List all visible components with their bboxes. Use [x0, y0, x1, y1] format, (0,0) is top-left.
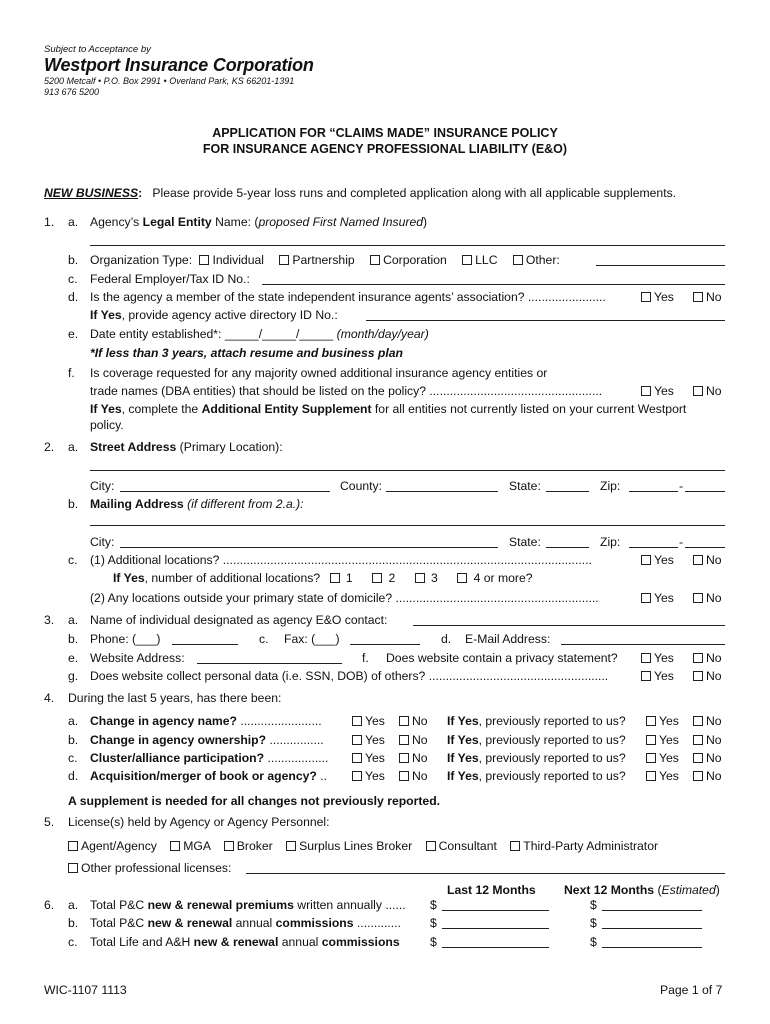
- dollar-sign: $: [430, 916, 437, 930]
- outside-state-yes-checkbox[interactable]: [641, 593, 651, 603]
- next-12-amount-field[interactable]: [602, 910, 702, 911]
- q4-letter: b.: [68, 733, 79, 747]
- addl-loc-yes-checkbox[interactable]: [641, 555, 651, 565]
- personal-data-no-checkbox[interactable]: [693, 671, 703, 681]
- city-field[interactable]: [120, 491, 330, 492]
- license-mga-checkbox[interactable]: [170, 841, 180, 851]
- reported-text: , previously reported to us?: [478, 733, 626, 747]
- q1d-letter: d.: [68, 290, 79, 304]
- personal-data-question: Does website collect personal data (i.e. SSN, DOB) of others? .....................................................: [90, 669, 609, 683]
- county-label: County:: [340, 479, 383, 493]
- q4-reported-no-checkbox[interactable]: [693, 716, 703, 726]
- dollar-sign: $: [430, 898, 437, 912]
- license-mga-label: MGA: [183, 839, 211, 853]
- org-llc-checkbox[interactable]: [462, 255, 472, 265]
- licenses-options-row: [68, 839, 658, 853]
- q4-dots: ................: [266, 733, 324, 747]
- street-address-bold: Street Address: [90, 440, 177, 454]
- q4-reported-question: [447, 714, 626, 728]
- association-no: [693, 290, 722, 304]
- email-field[interactable]: [561, 644, 725, 645]
- yes-label: Yes: [654, 669, 674, 683]
- q4-yes: [352, 751, 385, 765]
- privacy-yes-checkbox[interactable]: [641, 653, 651, 663]
- col-next-12-months: [564, 883, 720, 897]
- company-phone: 913 676 5200: [44, 87, 100, 97]
- section-6-number: 6.: [44, 898, 55, 912]
- mail-city-label: City:: [90, 535, 115, 549]
- yes-label: Yes: [365, 769, 385, 783]
- q4-change-question: [90, 769, 327, 783]
- yes-label: Yes: [654, 591, 674, 605]
- q1a-letter: a.: [68, 215, 79, 229]
- org-partnership-label: Partnership: [292, 253, 355, 267]
- q3d-letter: d.: [441, 632, 452, 646]
- addl-loc-yes: [641, 553, 674, 567]
- yes-label: Yes: [654, 384, 674, 398]
- if-yes-bold: If Yes: [447, 769, 479, 783]
- outside-state-no: [693, 591, 722, 605]
- q2c-letter: c.: [68, 553, 78, 567]
- q3f-letter: f.: [362, 651, 369, 665]
- no-label: No: [706, 769, 722, 783]
- section-3-number: 3.: [44, 613, 55, 627]
- dba-no-checkbox[interactable]: [693, 386, 703, 396]
- fax-field[interactable]: [350, 644, 420, 645]
- license-agent-checkbox[interactable]: [68, 841, 78, 851]
- date-established-label: [90, 327, 429, 341]
- dba-yes-checkbox[interactable]: [641, 386, 651, 396]
- q4-reported-yes: [646, 751, 679, 765]
- number-of-locations-row: [113, 571, 533, 585]
- org-other-label: Other:: [525, 253, 560, 267]
- premium-t2: new & renewal: [193, 935, 279, 949]
- q6-letter: c.: [68, 935, 78, 949]
- next-12-estimated: Estimated: [661, 883, 716, 897]
- q4-question-bold: Acquisition/merger of book or agency?: [90, 769, 317, 783]
- q4-reported-no: [693, 714, 722, 728]
- directory-id-label: [90, 308, 338, 322]
- q4-change-question: [90, 751, 328, 765]
- no-label: No: [412, 733, 428, 747]
- premium-t1: Total P&C: [90, 898, 148, 912]
- premium-t4: commissions: [275, 916, 354, 930]
- supplement-note: A supplement is needed for all changes not previously reported.: [68, 794, 441, 808]
- q1a-t1: Agency’s: [90, 215, 143, 229]
- dba-note-t4: for all entities not currently listed on your current Westport: [371, 402, 687, 416]
- locations-4-checkbox[interactable]: [457, 573, 467, 583]
- q4-yes: [352, 714, 385, 728]
- other-licenses-row: [68, 861, 231, 875]
- q4-reported-no: [693, 751, 722, 765]
- premium-t3: annual: [232, 916, 276, 930]
- mail-zip-field[interactable]: [629, 547, 678, 548]
- outside-state-question: (2) Any locations outside your primary state of domicile? ............................................................: [90, 591, 599, 605]
- next-12-amount-field[interactable]: [602, 947, 702, 948]
- outside-state-yes: [641, 591, 674, 605]
- yes-label: Yes: [365, 751, 385, 765]
- association-no-checkbox[interactable]: [693, 292, 703, 302]
- yes-label: Yes: [659, 714, 679, 728]
- additional-locations-question: (1) Additional locations? .............................................................................................................: [90, 553, 592, 567]
- q4-dots: ........................: [236, 714, 322, 728]
- license-consultant-checkbox[interactable]: [426, 841, 436, 851]
- last-12-amount-field[interactable]: [442, 910, 549, 911]
- website-label: Website Address:: [90, 651, 185, 665]
- org-corporation-label: Corporation: [383, 253, 447, 267]
- q4-letter: c.: [68, 751, 78, 765]
- q2a-letter: a.: [68, 440, 79, 454]
- q1a-t4: proposed First Named Insured: [258, 215, 424, 229]
- street-address-label: [90, 440, 283, 454]
- dollar-sign: $: [430, 935, 437, 949]
- yes-label: Yes: [654, 651, 674, 665]
- q6-label: [90, 916, 401, 930]
- dba-note-end: policy.: [90, 418, 124, 432]
- q4-question-bold: Change in agency ownership?: [90, 733, 267, 747]
- phone-field[interactable]: [172, 644, 238, 645]
- county-field[interactable]: [386, 491, 498, 492]
- form-title-line1: APPLICATION FOR “CLAIMS MADE” INSURANCE POLICY: [212, 126, 558, 140]
- q4-letter: a.: [68, 714, 79, 728]
- license-other-label: Other professional licenses:: [81, 861, 232, 875]
- privacy-question: Does website contain a privacy statement?: [386, 651, 618, 665]
- no-label: No: [706, 714, 722, 728]
- q4-reported-no: [693, 769, 722, 783]
- org-partnership-checkbox[interactable]: [279, 255, 289, 265]
- q6-label: [90, 935, 400, 949]
- mailing-address-field[interactable]: [90, 525, 725, 526]
- reported-text: , previously reported to us?: [478, 769, 626, 783]
- last-12-amount-field[interactable]: [442, 928, 549, 929]
- q4-letter: d.: [68, 769, 79, 783]
- mail-zip-dash: -: [679, 535, 684, 549]
- q6-label: [90, 898, 406, 912]
- tax-id-field[interactable]: [262, 284, 725, 285]
- fax-label: Fax: (___): [284, 632, 340, 646]
- q4-yes: [352, 769, 385, 783]
- q4-no-checkbox[interactable]: [399, 771, 409, 781]
- yes-label: Yes: [659, 733, 679, 747]
- association-yes: [641, 290, 674, 304]
- org-individual-label: Individual: [212, 253, 264, 267]
- license-other-checkbox[interactable]: [68, 863, 78, 873]
- zip-field[interactable]: [629, 491, 678, 492]
- premium-t5: .............: [353, 916, 401, 930]
- license-broker-checkbox[interactable]: [224, 841, 234, 851]
- locations-4-label: 4 or more?: [473, 571, 533, 585]
- city-label: City:: [90, 479, 115, 493]
- q1a-t2: Legal Entity: [142, 215, 212, 229]
- q3c-letter: c.: [259, 632, 269, 646]
- q4-reported-yes: [646, 714, 679, 728]
- dba-no: [693, 384, 722, 398]
- if-yes-bold: If Yes: [447, 733, 479, 747]
- q3b-letter: b.: [68, 632, 79, 646]
- q1e-letter: e.: [68, 327, 79, 341]
- q3g-letter: g.: [68, 669, 79, 683]
- mailing-address-text: (if different from 2.a.):: [183, 497, 304, 511]
- form-number: WIC-1107 1113: [44, 983, 127, 997]
- q4-dots: ..................: [264, 751, 329, 765]
- org-type-label: Organization Type:: [90, 253, 193, 267]
- reported-text: , previously reported to us?: [478, 751, 626, 765]
- license-surplus-checkbox[interactable]: [286, 841, 296, 851]
- website-field[interactable]: [197, 663, 342, 664]
- q3a-letter: a.: [68, 613, 79, 627]
- q4-reported-yes: [646, 733, 679, 747]
- col-last-12-months: Last 12 Months: [447, 883, 536, 897]
- license-tpa-label: Third-Party Administrator: [523, 839, 659, 853]
- dba-yes: [641, 384, 674, 398]
- q4-yes-checkbox[interactable]: [352, 753, 362, 763]
- new-business-note: [44, 186, 676, 200]
- association-yes-checkbox[interactable]: [641, 292, 651, 302]
- org-type-row: [90, 253, 560, 267]
- q4-reported-question: [447, 751, 626, 765]
- if-yes-bold: If Yes: [113, 571, 145, 585]
- premium-t4: commissions: [321, 935, 400, 949]
- premium-t2: new & renewal premiums: [147, 898, 294, 912]
- dollar-sign: $: [590, 916, 597, 930]
- org-other-field[interactable]: [596, 265, 725, 266]
- q4-yes-checkbox[interactable]: [352, 771, 362, 781]
- phone-label: Phone: (___): [90, 632, 161, 646]
- no-label: No: [412, 751, 428, 765]
- subject-to-acceptance: Subject to Acceptance by: [44, 44, 151, 55]
- q1f-letter: f.: [68, 366, 75, 380]
- q4-no-checkbox[interactable]: [399, 753, 409, 763]
- email-label: E-Mail Address:: [465, 632, 551, 646]
- tax-id-label: Federal Employer/Tax ID No.:: [90, 272, 250, 286]
- q4-reported-no-checkbox[interactable]: [693, 735, 703, 745]
- dollar-sign: $: [590, 898, 597, 912]
- no-label: No: [706, 384, 722, 398]
- dba-note-supplement: Additional Entity Supplement: [201, 402, 372, 416]
- next-12-paren-close: ): [715, 883, 720, 897]
- q4-no: [399, 733, 428, 747]
- q4-reported-yes-checkbox[interactable]: [646, 753, 656, 763]
- section-4-number: 4.: [44, 691, 55, 705]
- dba-note-t2: , complete the: [121, 402, 202, 416]
- state-field[interactable]: [546, 491, 589, 492]
- personal-data-yes-checkbox[interactable]: [641, 671, 651, 681]
- no-label: No: [706, 651, 722, 665]
- personal-data-yes: [641, 669, 674, 683]
- directory-id-field[interactable]: [366, 320, 725, 321]
- q1b-letter: b.: [68, 253, 79, 267]
- no-label: No: [412, 769, 428, 783]
- if-yes-bold: If Yes: [90, 308, 122, 322]
- date-established-note: *If less than 3 years, attach resume and business plan: [90, 346, 403, 360]
- addl-loc-no: [693, 553, 722, 567]
- no-label: No: [412, 714, 428, 728]
- premium-t1: Total Life and A&H: [90, 935, 194, 949]
- q1a-t5: ): [423, 215, 428, 229]
- q4-reported-no: [693, 733, 722, 747]
- license-broker-label: Broker: [236, 839, 273, 853]
- association-question: Is the agency a member of the state independent insurance agents’ association? .......................: [90, 290, 606, 304]
- dollar-sign: $: [590, 935, 597, 949]
- section-2-number: 2.: [44, 440, 55, 454]
- state-label: State:: [509, 479, 541, 493]
- privacy-no: [693, 651, 722, 665]
- mail-city-field[interactable]: [120, 547, 498, 548]
- q4-no: [399, 751, 428, 765]
- last-12-amount-field[interactable]: [442, 947, 549, 948]
- q4-question-bold: Change in agency name?: [90, 714, 237, 728]
- q1a-label: [90, 215, 427, 229]
- premium-t2: new & renewal: [147, 916, 233, 930]
- dba-question-line1: Is coverage requested for any majority owned additional insurance agency entities or: [90, 366, 548, 380]
- mailing-address-bold: Mailing Address: [90, 497, 184, 511]
- mail-state-field[interactable]: [546, 547, 589, 548]
- license-surplus-label: Surplus Lines Broker: [299, 839, 413, 853]
- license-agent-label: Agent/Agency: [81, 839, 157, 853]
- no-label: No: [706, 751, 722, 765]
- q4-yes-checkbox[interactable]: [352, 716, 362, 726]
- org-individual-checkbox[interactable]: [199, 255, 209, 265]
- directory-id-text: , provide agency active directory ID No.:: [121, 308, 338, 322]
- no-label: No: [706, 290, 722, 304]
- q4-no: [399, 714, 428, 728]
- eo-contact-label: Name of individual designated as agency E&O contact:: [90, 613, 388, 627]
- page-number: Page 1 of 7: [660, 983, 723, 997]
- license-consultant-label: Consultant: [438, 839, 497, 853]
- yes-label: Yes: [654, 553, 674, 567]
- date-format: (month/day/year): [336, 327, 429, 341]
- q4-reported-no-checkbox[interactable]: [693, 771, 703, 781]
- q4-reported-question: [447, 733, 626, 747]
- section-1-number: 1.: [44, 215, 55, 229]
- q4-change-question: [90, 714, 322, 728]
- q3e-letter: e.: [68, 651, 79, 665]
- date-established-text: Date entity established*: _____/_____/_____: [90, 327, 337, 341]
- company-address: 5200 Metcalf • P.O. Box 2991 • Overland Park, KS 66201-1391: [44, 76, 295, 86]
- next-12-paren-open: (: [654, 883, 662, 897]
- org-llc-label: LLC: [475, 253, 498, 267]
- personal-data-no: [693, 669, 722, 683]
- q6-letter: a.: [68, 898, 79, 912]
- q4-reported-no-checkbox[interactable]: [693, 753, 703, 763]
- q2b-letter: b.: [68, 497, 79, 511]
- zip-label: Zip:: [600, 479, 621, 493]
- premium-t3: written annually ......: [293, 898, 406, 912]
- privacy-yes: [641, 651, 674, 665]
- org-other-checkbox[interactable]: [513, 255, 523, 265]
- mailing-address-label: [90, 497, 304, 511]
- yes-label: Yes: [365, 733, 385, 747]
- number-locations-text: , number of additional locations?: [144, 571, 321, 585]
- mail-zip-label: Zip:: [600, 535, 621, 549]
- q4-no-checkbox[interactable]: [399, 735, 409, 745]
- q4-no-checkbox[interactable]: [399, 716, 409, 726]
- q4-dots: ..: [316, 769, 328, 783]
- no-label: No: [706, 669, 722, 683]
- q6-letter: b.: [68, 916, 79, 930]
- privacy-no-checkbox[interactable]: [693, 653, 703, 663]
- q4-yes: [352, 733, 385, 747]
- q4-reported-yes-checkbox[interactable]: [646, 735, 656, 745]
- new-business-text: Please provide 5-year loss runs and completed application along with all applicable supplements.: [152, 186, 677, 200]
- org-corporation-checkbox[interactable]: [370, 255, 380, 265]
- no-label: No: [706, 591, 722, 605]
- premium-t1: Total P&C: [90, 916, 148, 930]
- yes-label: Yes: [659, 751, 679, 765]
- s4-intro: During the last 5 years, has there been:: [68, 691, 282, 705]
- q4-reported-yes: [646, 769, 679, 783]
- company-logo-text: Westport Insurance Corporation: [44, 55, 314, 75]
- q1c-letter: c.: [68, 272, 78, 286]
- q4-reported-question: [447, 769, 626, 783]
- q4-yes-checkbox[interactable]: [352, 735, 362, 745]
- street-address-field[interactable]: [90, 470, 725, 471]
- if-yes-bold: If Yes: [90, 402, 122, 416]
- q4-no: [399, 769, 428, 783]
- other-licenses-field[interactable]: [246, 873, 725, 874]
- q1a-t3: Name: (: [211, 215, 259, 229]
- locations-1-checkbox[interactable]: [330, 573, 340, 583]
- yes-label: Yes: [654, 290, 674, 304]
- locations-3-label: 3: [431, 571, 438, 585]
- reported-text: , previously reported to us?: [478, 714, 626, 728]
- next-12-amount-field[interactable]: [602, 928, 702, 929]
- dba-question-line2: trade names (DBA entities) that should be listed on the policy? ...................................................: [90, 384, 603, 398]
- if-yes-bold: If Yes: [447, 714, 479, 728]
- street-address-text: (Primary Location):: [176, 440, 283, 454]
- if-yes-bold: If Yes: [447, 751, 479, 765]
- locations-3-checkbox[interactable]: [415, 573, 425, 583]
- yes-label: Yes: [365, 714, 385, 728]
- premium-t3: annual: [278, 935, 322, 949]
- zip4-field[interactable]: [685, 491, 725, 492]
- legal-entity-name-field[interactable]: [90, 245, 725, 246]
- dba-note: [90, 402, 686, 416]
- new-business-colon: :: [138, 186, 143, 200]
- next-12-bold: Next 12 Months: [564, 883, 655, 897]
- mail-zip4-field[interactable]: [685, 547, 725, 548]
- locations-2-checkbox[interactable]: [372, 573, 382, 583]
- outside-state-no-checkbox[interactable]: [693, 593, 703, 603]
- new-business-label: NEW BUSINESS: [44, 186, 139, 200]
- eo-contact-field[interactable]: [413, 625, 725, 626]
- form-title-line2: FOR INSURANCE AGENCY PROFESSIONAL LIABILITY (E&O): [202, 142, 568, 156]
- q4-reported-yes-checkbox[interactable]: [646, 716, 656, 726]
- addl-loc-no-checkbox[interactable]: [693, 555, 703, 565]
- no-label: No: [706, 733, 722, 747]
- q4-change-question: [90, 733, 324, 747]
- q4-question-bold: Cluster/alliance participation?: [90, 751, 265, 765]
- locations-2-label: 2: [388, 571, 396, 585]
- locations-1-label: 1: [345, 571, 353, 585]
- zip-dash: -: [679, 479, 684, 493]
- section-5-number: 5.: [44, 815, 55, 829]
- licenses-label: License(s) held by Agency or Agency Personnel:: [68, 815, 330, 829]
- mail-state-label: State:: [509, 535, 541, 549]
- yes-label: Yes: [659, 769, 679, 783]
- no-label: No: [706, 553, 722, 567]
- q4-reported-yes-checkbox[interactable]: [646, 771, 656, 781]
- license-tpa-checkbox[interactable]: [510, 841, 520, 851]
